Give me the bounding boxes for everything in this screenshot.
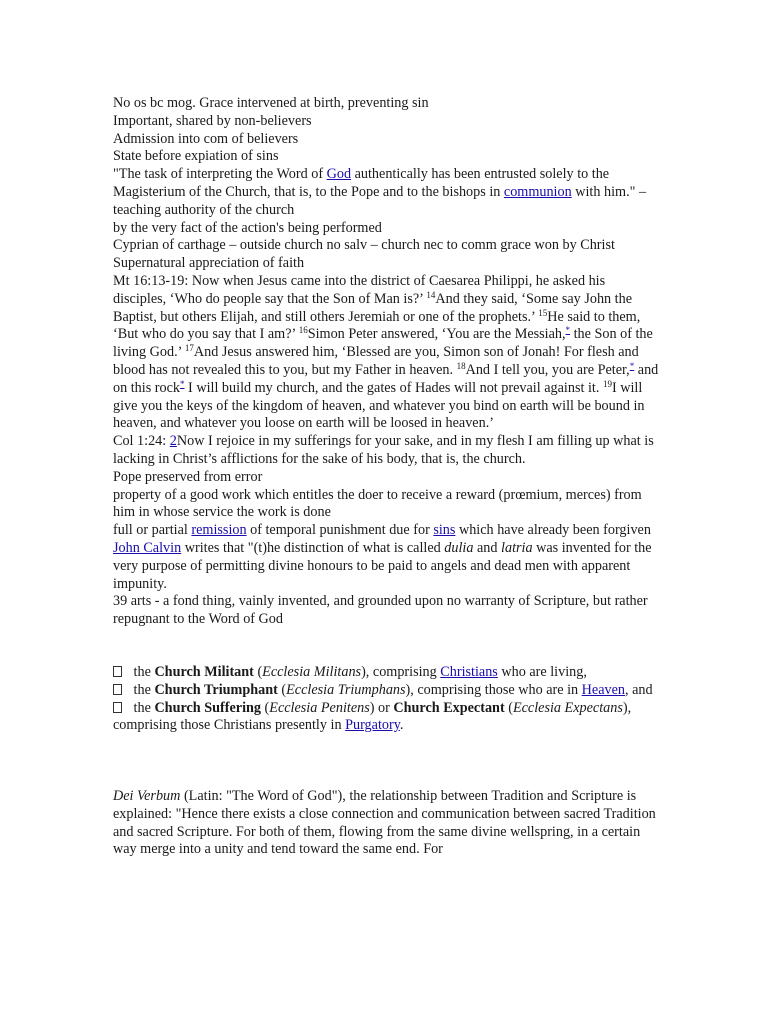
purgatory-link[interactable]: Purgatory (345, 717, 400, 734)
bullet-box-icon (113, 666, 122, 677)
note-line: Pope preserved from error (113, 468, 263, 485)
footnote-link[interactable]: * (180, 378, 185, 389)
indulgence-paragraph: full or partial remission of temporal punishment due for sins which have already been forgiven (113, 522, 651, 539)
document-body (113, 95, 661, 859)
church-suffering-item: the Church Suffering (Ecclesia Penitens) or Church Expectant (Ecclesia Expectans), comprising those Christians presently in Purgatory. (113, 699, 632, 734)
footnote-link[interactable]: * (629, 360, 635, 371)
footnote-link[interactable]: * (565, 325, 571, 336)
matthew-passage: Mt 16:13-19: Now when Jesus came into the district of Caesarea Philippi, he asked his disciples, ‘Who do people say that the Son of Man is?’ $^{14}$And they said, ‘Some say John the Baptist, but others Elijah, and still others Jeremiah or one of the prophets.’ $^{15}$He said to them, ‘But who do you say that I am?’ $^{16}$Simon Peter answered, ‘You are the Messiah,* the Son of the living God.’ $^{17}$And Jesus answered him, ‘Blessed are you, Simon son of Jonah! For flesh and blood has not revealed this to you, but my Father in heaven. $^{18}$And I tell you, you are Peter,* and on this rock* I will build my church, and the gates of Hades will not prevail against it. $^{19}$I will give you the keys of the kingdom of heaven, and whatever you bind on earth will be bound in heaven, and whatever you loose on earth will be loosed in heaven.’ (113, 272, 659, 432)
note-line: State before expiation of sins (113, 148, 279, 165)
john-calvin-link[interactable]: John Calvin (113, 539, 182, 556)
verse-link[interactable]: 2 (169, 433, 177, 450)
verse-number: 15 (538, 307, 548, 318)
bullet-box-icon (113, 684, 122, 695)
note-line: Cyprian of carthage – outside church no salv – church nec to comm grace won by Christ (113, 237, 615, 254)
sins-link[interactable]: sins (433, 522, 456, 539)
verse-number: 18 (456, 360, 466, 371)
note-line: No os bc mog. Grace intervened at birth, preventing sin (113, 95, 429, 111)
church-triumphant-item: the Church Triumphant (Ecclesia Triumphans), comprising those who are in Heaven, and (113, 682, 661, 700)
note-line: by the very fact of the action's being performed (113, 219, 382, 236)
note-line: Admission into com of believers (113, 130, 299, 147)
verse-number: 14 (426, 289, 436, 300)
verse-number: 19 (602, 378, 612, 389)
note-line: Supernatural appreciation of faith (113, 255, 305, 272)
heaven-link[interactable]: Heaven (581, 681, 625, 698)
calvin-paragraph: John Calvin writes that "(t)he distinction of what is called dulia and latria was invented for the very purpose of permitting divine honours to be paid to angels and dead men with apparent impunity. (113, 539, 652, 592)
verse-number: 17 (184, 343, 194, 354)
bullet-box-icon (113, 702, 122, 713)
verse-number: 16 (298, 325, 308, 336)
colossians-passage: Col 1:24: 2Now I rejoice in my sufferings for your sake, and in my flesh I am filling up what is lacking in Christ’s afflictions for the sake of his body, that is, the church. (113, 433, 654, 467)
magisterium-paragraph: "The task of interpreting the Word of God authentically has been entrusted solely to the Magisterium of the Church, that is, to the Pope and to the bishops in communion with him." – teaching authority of the church (113, 166, 647, 218)
communion-link[interactable]: communion (503, 183, 572, 200)
remission-link[interactable]: remission (191, 522, 247, 539)
note-line: Important, shared by non-believers (113, 112, 312, 129)
god-link[interactable]: God (326, 166, 352, 183)
dei-verbum-paragraph: Dei Verbum (Latin: "The Word of God"), the relationship between Tradition and Scripture is explained: "Hence there exists a close connection and communication between sacred Tradition and sacred Scripture. For both of them, flowing from the same divine wellspring, in a certain way merge into a unity and tend toward the same end. For (113, 788, 656, 858)
articles-paragraph: 39 arts - a fond thing, vainly invented, and grounded upon no warranty of Scripture, but rather repugnant to the Word of God (113, 593, 648, 628)
note-line: property of a good work which entitles the doer to receive a reward (prœmium, merces) from him in whose service the work is done (113, 486, 642, 521)
church-militant-item: the Church Militant (Ecclesia Militans), comprising Christians who are living, (113, 664, 661, 682)
christians-link[interactable]: Christians (440, 663, 498, 680)
